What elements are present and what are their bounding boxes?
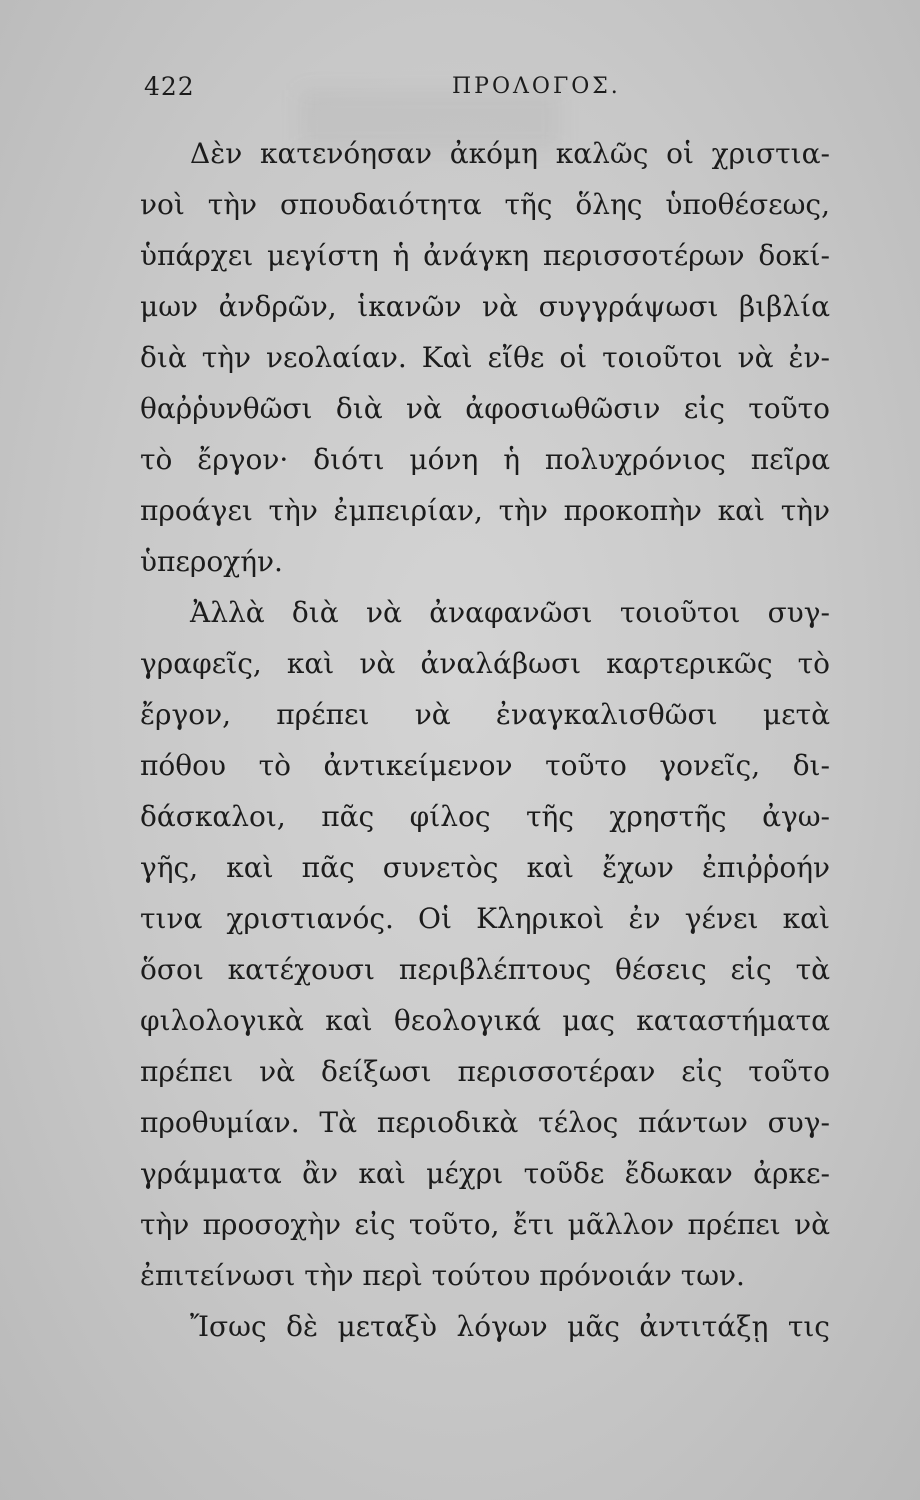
- text-line: μων ἀνδρῶν, ἱκανῶν νὰ συγγράψωσι βιβλία: [140, 290, 830, 323]
- text-line: θαῤῥυνθῶσι διὰ νὰ ἀφοσιωθῶσιν εἰς τοῦτο: [140, 392, 830, 425]
- text-line: γράμματα ἂν καὶ μέχρι τοῦδε ἔδωκαν ἀρκε-: [140, 1157, 830, 1190]
- text-line: νοὶ τὴν σπουδαιότητα τῆς ὅλης ὑποθέσεως,: [140, 188, 830, 221]
- text-line: ὑπάρχει μεγίστη ἡ ἀνάγκη περισσοτέρων δοκί-: [140, 239, 830, 272]
- text-line: Ἀλλὰ διὰ νὰ ἀναφανῶσι τοιοῦτοι συγ-: [190, 596, 830, 629]
- text-line: φιλολογικὰ καὶ θεολογικά μας καταστήματα: [140, 1004, 830, 1037]
- text-line: προθυμίαν. Τὰ περιοδικὰ τέλος πάντων συγ-: [140, 1106, 830, 1139]
- text-line: τὴν προσοχὴν εἰς τοῦτο, ἔτι μᾶλλον πρέπει νὰ: [140, 1208, 830, 1241]
- page-number: 422: [144, 72, 195, 101]
- text-line: γῆς, καὶ πᾶς συνετὸς καὶ ἔχων ἐπιῤῥοήν: [140, 851, 830, 884]
- page-header: [140, 68, 830, 112]
- text-line: διὰ τὴν νεολαίαν. Καὶ εἴθε οἱ τοιοῦτοι νὰ ἐν-: [140, 341, 830, 374]
- text-line: γραφεῖς, καὶ νὰ ἀναλάβωσι καρτερικῶς τὸ: [140, 647, 830, 680]
- text-line: ὅσοι κατέχουσι περιβλέπτους θέσεις εἰς τὰ: [140, 953, 830, 986]
- text-line: τινα χριστιανός. Οἱ Κληρικοὶ ἐν γένει καὶ: [140, 902, 830, 935]
- text-line: Δὲν κατενόησαν ἀκόμη καλῶς οἱ χριστια-: [190, 137, 830, 170]
- text-line: ἐπιτείνωσι τὴν περὶ τούτου πρόνοιάν των.: [140, 1259, 745, 1292]
- text-line: δάσκαλοι, πᾶς φίλος τῆς χρηστῆς ἀγω-: [140, 800, 830, 833]
- text-line: πρέπει νὰ δείξωσι περισσοτέραν εἰς τοῦτο: [140, 1055, 830, 1088]
- text-line: Ἴσως δὲ μεταξὺ λόγων μᾶς ἀντιτάξῃ τις: [190, 1310, 830, 1343]
- running-head: ΠΡΟΛΟΓΟΣ.: [452, 74, 621, 99]
- text-line: τὸ ἔργον· διότι μόνη ἡ πολυχρόνιος πεῖρα: [140, 443, 830, 476]
- text-line: ἔργον, πρέπει νὰ ἐναγκαλισθῶσι μετὰ: [140, 698, 830, 731]
- text-line: πόθου τὸ ἀντικείμενον τοῦτο γονεῖς, δι-: [140, 749, 830, 782]
- text-line: προάγει τὴν ἐμπειρίαν, τὴν προκοπὴν καὶ τὴν: [140, 494, 830, 527]
- text-line: ὑπεροχήν.: [140, 545, 283, 578]
- body-text: [140, 128, 830, 1352]
